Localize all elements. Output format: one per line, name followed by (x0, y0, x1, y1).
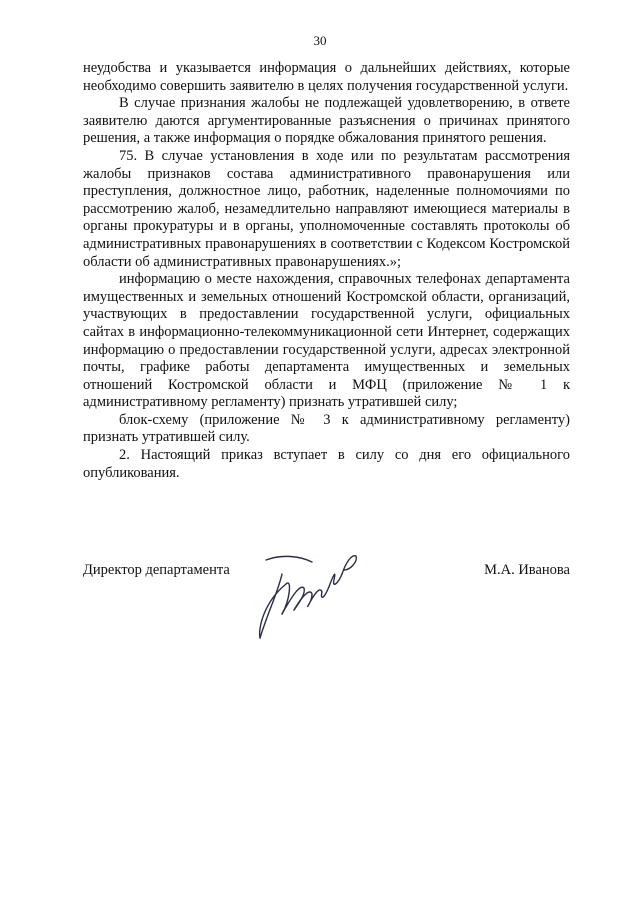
paragraph-contact-info: информацию о месте нахождения, справочных телефонах департамента имущественных и земельных отношений Костромской области, организаций, участвующих в предоставлении государственной услуги, официальных сайтах в информационно-телекоммуникационной сети Интернет, содержащих информацию о предоставлении государственной услуги, адресах электронной почты, графике работы департамента имущественных и земельных отношений Костромской области и МФЦ (приложение № 1 к административному регламенту) признать утратившей силу; (83, 271, 570, 411)
document-body (83, 60, 570, 482)
paragraph-continuation: неудобства и указывается информация о дальнейших действиях, которые необходимо совершить заявителю в целях получения государственной услуги. (83, 60, 570, 94)
paragraph-complaint-rejection: В случае признания жалобы не подлежащей удовлетворению, в ответе заявителю даются аргументированные разъяснения о причинах принятого решения, а также информация о порядке обжалования принятого решения. (83, 95, 570, 147)
paragraph-flowchart: блок-схему (приложение № 3 к административному регламенту) признать утратившей силу. (83, 411, 570, 446)
paragraph-item-75: 75. В случае установления в ходе или по результатам рассмотрения жалобы признаков состава административного правонарушения или преступления, должностное лицо, работник, наделенные полномочиями по рассмотрению жалоб, незамедлительно направляют имеющиеся материалы в органы прокуратуры и в органы, уполномоченные составлять протоколы об административных правонарушениях в соответствии с Кодексом Костромской области об административных правонарушениях.»; (83, 147, 570, 270)
paragraph-entry-into-force: 2. Настоящий приказ вступает в силу со дня его официального опубликования. (83, 447, 570, 481)
signer-name: М.А. Иванова (484, 562, 570, 578)
signer-position: Директор департамента (83, 562, 230, 578)
handwritten-signature (252, 540, 364, 648)
page-number: 30 (313, 33, 327, 48)
